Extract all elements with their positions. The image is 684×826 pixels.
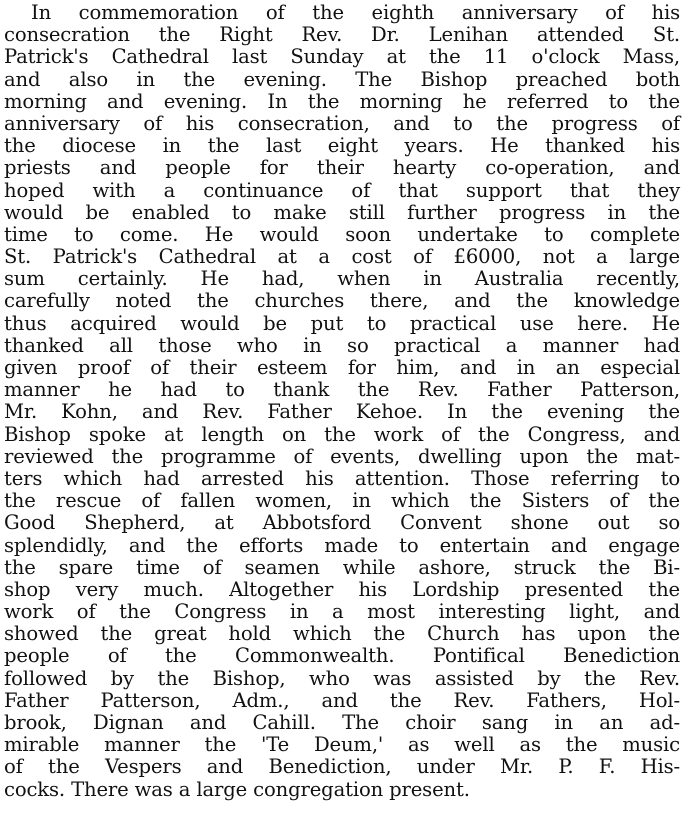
article-line: ters which had arrested his attention. Those referring to [4,466,680,490]
article-line: priests and people for their hearty co-operation, and [4,156,680,180]
article-line: carefully noted the churches there, and the knowledge [4,289,680,313]
article-line: brook, Dignan and Cahill. The choir sang in an ad- [4,711,680,734]
article-line: shop very much. Altogether his Lordship presented the [4,577,680,601]
article-line: Father Patterson, Adm., and the Rev. Fathers, Hol- [4,688,680,712]
article-line: given proof of their esteem for him, and in an especial [4,356,680,379]
article-line: anniversary of his consecration, and to the progress of [4,111,680,135]
article-line: mirable manner the 'Te Deum,' as well as the music [4,733,680,757]
article-line: followed by the Bishop, who was assisted by the Rev. [4,666,680,690]
article-line: splendidly, and the efforts made to entertain and engage [4,533,680,557]
article-line: Bishop spoke at length on the work of the Congress, and [4,422,680,446]
article-line: the spare time of seamen while ashore, struck the Bi- [4,555,680,579]
article-line: time to come. He would soon undertake to complete [4,222,680,246]
article-line: In commemoration of the eighth anniversary of his [31,1,680,24]
article-line-last: cocks. There was a large congregation present. [4,777,470,801]
article-line: thanked all those who in so practical a manner had [4,333,680,357]
article-line: Mr. Kohn, and Rev. Father Kehoe. In the evening the [4,400,680,424]
article-line: the diocese in the last eight years. He thanked his [4,134,680,158]
article-line: would be enabled to make still further progress in the [4,200,680,224]
article-line: manner he had to thank the Rev. Father Patterson, [4,378,680,402]
article-line: and also in the evening. The Bishop preached both [4,67,680,91]
article-line: reviewed the programme of events, dwelling upon the mat- [4,444,680,468]
article-line: St. Patrick's Cathedral at a cost of £6000, not a large [4,245,680,269]
article-line: work of the Congress in a most interesting light, and [4,600,680,624]
article-line: showed the great hold which the Church has upon the [4,622,680,646]
article-line: of the Vespers and Benediction, under Mr. P. F. His- [4,755,680,779]
article-line: Good Shepherd, at Abbotsford Convent shone out so [4,511,680,535]
article-line: people of the Commonwealth. Pontifical Benediction [4,644,680,668]
article-line: consecration the Right Rev. Dr. Lenihan attended St. [4,23,680,47]
article-line: hoped with a continuance of that support that they [4,178,680,202]
article-line: Patrick's Cathedral last Sunday at the 11 o'clock Mass, [4,45,680,69]
article-line: morning and evening. In the morning he referred to the [4,89,680,113]
article-line: thus acquired would be put to practical use here. He [4,311,680,335]
article-line: sum certainly. He had, when in Australia recently, [4,267,680,291]
article-line: the rescue of fallen women, in which the Sisters of the [4,489,680,513]
